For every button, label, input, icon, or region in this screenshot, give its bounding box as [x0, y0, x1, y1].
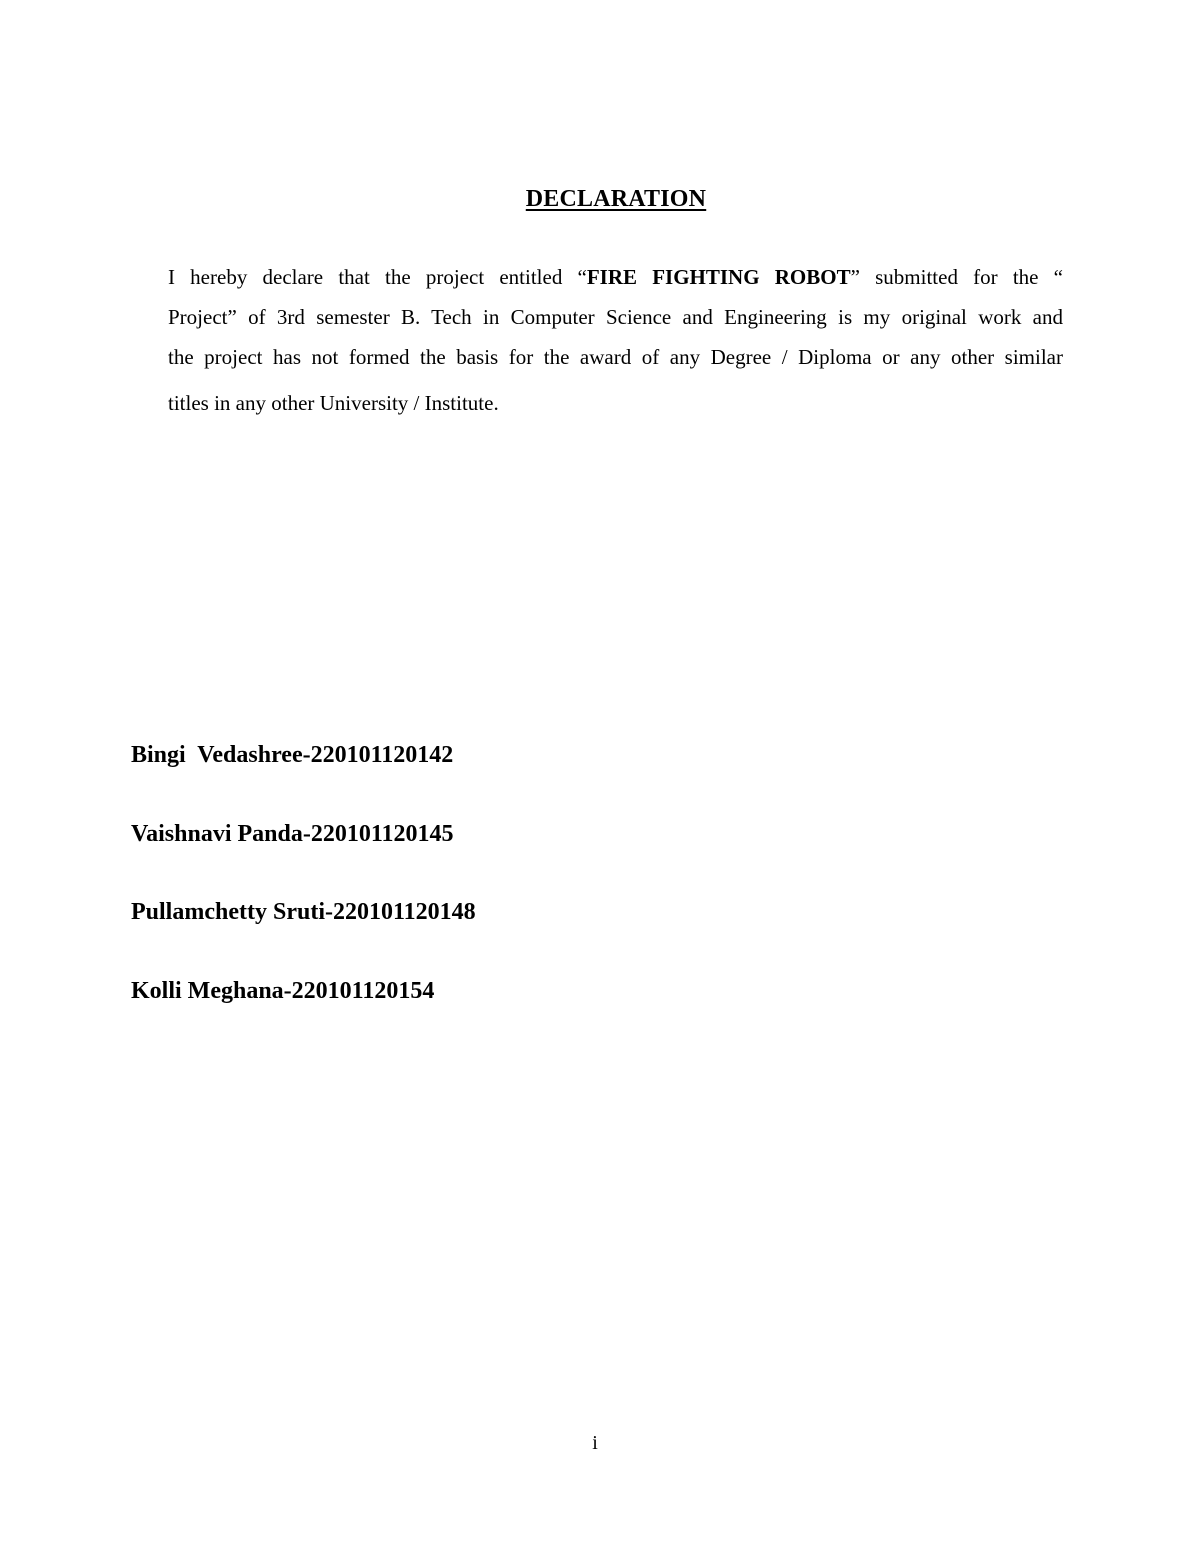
paragraph-line-1-end: ” submitted for the “ [850, 265, 1063, 289]
signatory-name: Bingi Vedashree-220101120142 [131, 742, 454, 768]
page-number: i [592, 1432, 598, 1454]
signatory-name: Pullamchetty Sruti-220101120148 [131, 899, 476, 925]
declaration-paragraph [168, 262, 1063, 428]
paragraph-line-3: the project has not formed the basis for the award of any Degree / Diploma or any other similar [168, 345, 1063, 369]
signatory-name: Kolli Meghana-220101120154 [131, 977, 435, 1004]
paragraph-line-2: Project” of 3rd semester B. Tech in Computer Science and Engineering is my original work and [168, 305, 1063, 329]
paragraph-line-1 [168, 262, 1063, 302]
paragraph-line-1-start: I hereby declare that the project entitled “ [168, 265, 587, 289]
paragraph-line-4: titles in any other University / Institute. [168, 391, 499, 415]
project-title: FIRE FIGHTING ROBOT [586, 265, 851, 289]
declaration-heading: DECLARATION [525, 186, 707, 212]
signatory-name: Vaishnavi Panda-220101120145 [131, 820, 454, 847]
signatory-list [131, 738, 831, 1052]
